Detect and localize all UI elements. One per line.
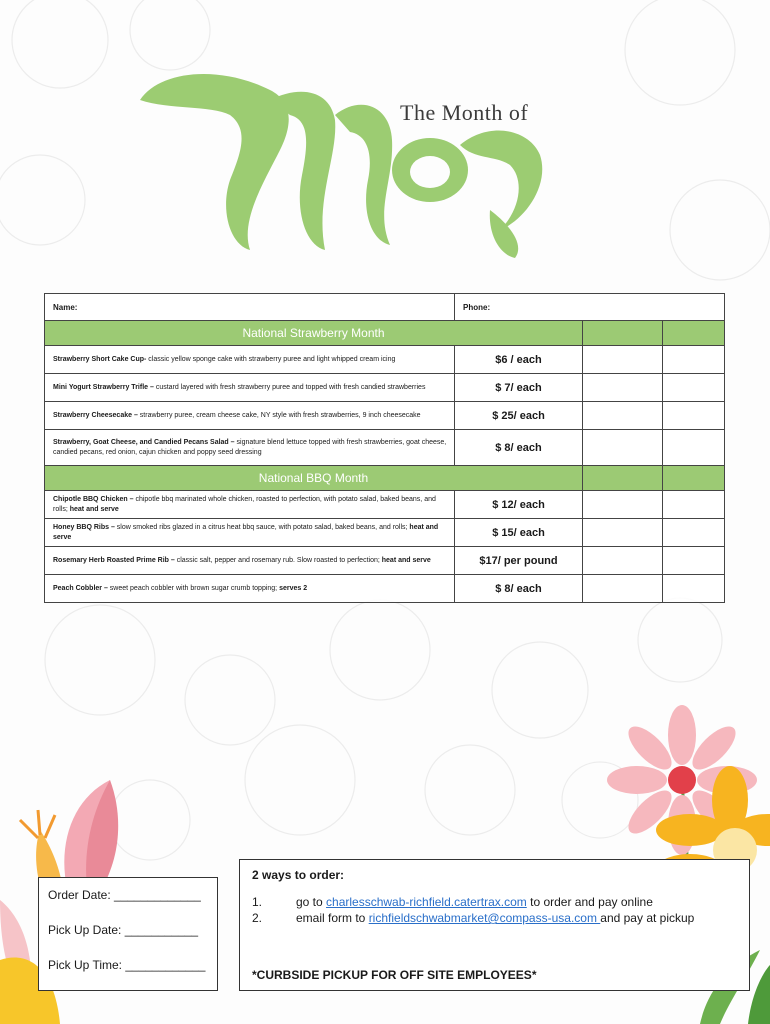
item-price: $6 / each bbox=[455, 346, 583, 374]
section-title: National Strawberry Month bbox=[45, 321, 583, 346]
menu-item-row bbox=[45, 430, 725, 466]
item-description bbox=[45, 547, 455, 575]
quantity-cell[interactable] bbox=[583, 374, 663, 402]
may-title-art bbox=[130, 60, 580, 260]
item-detail: chipotle bbq marinated whole chicken, roasted to perfection, with potato salad, baked beans, and rolls; bbox=[53, 495, 436, 513]
item-note: heat and serve bbox=[53, 523, 439, 541]
pickup-dates-box bbox=[38, 877, 218, 991]
item-price: $ 7/ each bbox=[455, 374, 583, 402]
ordering-title: 2 ways to order: bbox=[252, 868, 345, 882]
menu-item-row bbox=[45, 547, 725, 575]
item-name: Strawberry Short Cake Cup- bbox=[53, 355, 147, 363]
item-name: Strawberry Cheesecake – bbox=[53, 411, 138, 419]
menu-item-row bbox=[45, 575, 725, 603]
item-detail: classic salt, pepper and rosemary rub. Slow roasted to perfection; bbox=[174, 556, 382, 564]
email-link[interactable]: richfieldschwabmarket@compass-usa.com bbox=[368, 911, 601, 925]
quantity-cell[interactable] bbox=[583, 430, 663, 466]
item-price: $ 8/ each bbox=[455, 575, 583, 603]
quantity-cell[interactable] bbox=[583, 491, 663, 519]
catertrax-link[interactable]: charlesschwab-richfield.catertrax.com bbox=[326, 895, 527, 909]
item-detail: custard layered with fresh strawberry puree and topped with fresh candied strawberries bbox=[153, 383, 426, 391]
item-name: Chipotle BBQ Chicken – bbox=[53, 495, 134, 503]
total-cell[interactable] bbox=[663, 491, 725, 519]
section-header-bbq bbox=[45, 466, 725, 491]
order-form-table bbox=[44, 293, 725, 603]
item-price: $17/ per pound bbox=[455, 547, 583, 575]
item-description bbox=[45, 575, 455, 603]
menu-item-row bbox=[45, 402, 725, 430]
item-note: heat and serve bbox=[381, 556, 431, 564]
phone-field[interactable]: Phone: bbox=[455, 294, 725, 321]
total-cell[interactable] bbox=[663, 519, 725, 547]
ordering-instructions-box bbox=[239, 859, 750, 991]
total-header-cell bbox=[663, 321, 725, 346]
quantity-cell[interactable] bbox=[583, 575, 663, 603]
quantity-cell[interactable] bbox=[583, 547, 663, 575]
step-text: and pay at pickup bbox=[600, 911, 695, 925]
item-description bbox=[45, 519, 455, 547]
name-field[interactable]: Name: bbox=[45, 294, 455, 321]
item-name: Rosemary Herb Roasted Prime Rib – bbox=[53, 556, 175, 564]
curbside-note: *CURBSIDE PICKUP FOR OFF SITE EMPLOYEES* bbox=[252, 968, 537, 982]
menu-item-row bbox=[45, 374, 725, 402]
item-description bbox=[45, 402, 455, 430]
item-price: $ 25/ each bbox=[455, 402, 583, 430]
section-title: National BBQ Month bbox=[45, 466, 583, 491]
total-cell[interactable] bbox=[663, 575, 725, 603]
item-price: $ 8/ each bbox=[455, 430, 583, 466]
total-cell[interactable] bbox=[663, 430, 725, 466]
item-description bbox=[45, 430, 455, 466]
total-cell[interactable] bbox=[663, 346, 725, 374]
step-number: 2. bbox=[252, 911, 263, 925]
qty-header-cell bbox=[583, 466, 663, 491]
menu-item-row bbox=[45, 491, 725, 519]
item-detail: classic yellow sponge cake with strawberry puree and light whipped cream icing bbox=[146, 355, 396, 363]
item-detail: signature blend lettuce topped with fresh strawberries, goat cheese, candied pecans, red onion, cajun chicken and poppy seed dressing bbox=[53, 438, 447, 456]
item-detail: strawberry puree, cream cheese cake, NY style with fresh strawberries, 9 inch cheesecake bbox=[137, 411, 421, 419]
order-date-field[interactable]: Order Date: _____________ bbox=[48, 888, 201, 902]
item-price: $ 15/ each bbox=[455, 519, 583, 547]
item-detail: slow smoked ribs glazed in a citrus heat bbq sauce, with potato salad, baked beans, and rolls; bbox=[114, 523, 410, 531]
item-name: Mini Yogurt Strawberry Trifle – bbox=[53, 383, 154, 391]
item-name: Peach Cobbler – bbox=[53, 584, 108, 592]
menu-item-row bbox=[45, 519, 725, 547]
total-header-cell bbox=[663, 466, 725, 491]
step-number: 1. bbox=[252, 895, 263, 909]
step-text: to order and pay online bbox=[526, 895, 653, 909]
customer-info-row bbox=[45, 294, 725, 321]
pickup-date-field[interactable]: Pick Up Date: ___________ bbox=[48, 923, 199, 937]
title-the-month-of: The Month of bbox=[400, 100, 529, 125]
item-detail: sweet peach cobbler with brown sugar crumb topping; bbox=[107, 584, 280, 592]
section-header-strawberry bbox=[45, 321, 725, 346]
item-note: heat and serve bbox=[69, 505, 119, 513]
quantity-cell[interactable] bbox=[583, 402, 663, 430]
menu-item-row bbox=[45, 346, 725, 374]
total-cell[interactable] bbox=[663, 374, 725, 402]
step-text: go to bbox=[296, 895, 327, 909]
item-description bbox=[45, 346, 455, 374]
item-description bbox=[45, 491, 455, 519]
step-text: email form to bbox=[296, 911, 369, 925]
total-cell[interactable] bbox=[663, 402, 725, 430]
quantity-cell[interactable] bbox=[583, 519, 663, 547]
total-cell[interactable] bbox=[663, 547, 725, 575]
item-note: serves 2 bbox=[279, 584, 308, 592]
quantity-cell[interactable] bbox=[583, 346, 663, 374]
qty-header-cell bbox=[583, 321, 663, 346]
pickup-time-field[interactable]: Pick Up Time: ____________ bbox=[48, 958, 206, 972]
item-name: Strawberry, Goat Cheese, and Candied Pecans Salad – bbox=[53, 438, 235, 446]
item-description bbox=[45, 374, 455, 402]
item-name: Honey BBQ Ribs – bbox=[53, 523, 115, 531]
item-price: $ 12/ each bbox=[455, 491, 583, 519]
